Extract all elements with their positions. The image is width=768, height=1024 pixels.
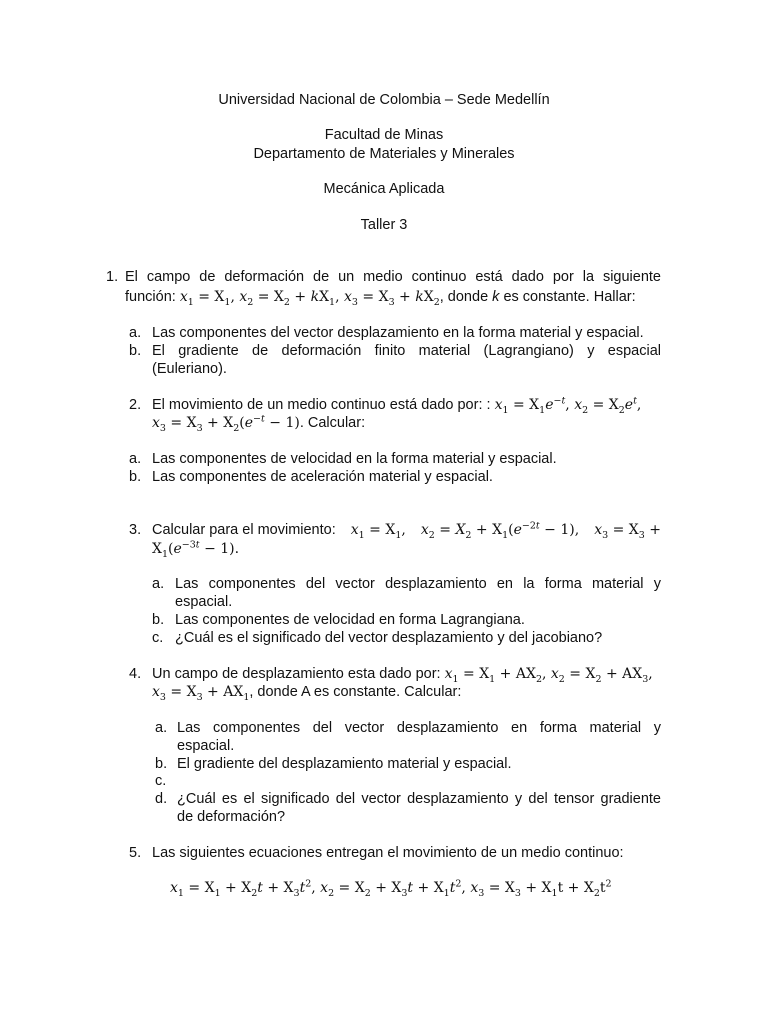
problem-4-equation-part1: $x_1 = X_1 + AX_2$, $x_2 = X_2 + AX_3$,: [444, 666, 653, 685]
problem-2-line1: [152, 395, 642, 416]
problem-1-item-a: Las componentes del vector desplazamiento en la forma material y espacial.: [152, 325, 644, 341]
problem-4-item-a-line1: Las componentes del vector desplazamiento en forma material y: [177, 720, 661, 736]
problem-4-item-b: El gradiente del desplazamiento material y espacial.: [177, 756, 512, 772]
course-heading: Mecánica Aplicada: [323, 181, 445, 197]
problem-3-equation-part4: $X_1(e^{-3t} - 1)$.: [152, 539, 240, 560]
problem-1-function-label: función:: [125, 289, 176, 305]
problem-2-item-b: Las componentes de aceleración material y espacial.: [152, 469, 493, 485]
problem-4-line1: [152, 666, 653, 685]
problem-3-equation-part3: $x_3 = X_3$ +: [594, 522, 661, 541]
university-heading: Universidad Nacional de Colombia – Sede Medellín: [218, 92, 550, 108]
problem-2-equation-part2: $x_3 = X_3 + X_2(e^{-t} - 1)$: [152, 413, 300, 434]
problem-3-equation-part2: $x_2 = X_2 + X_1(e^{-2t} - 1)$,: [420, 520, 580, 541]
problem-3-equation-part1: $x_1 = X_1$,: [350, 522, 406, 541]
problem-1-item-b-label: b.: [129, 343, 142, 359]
problem-4-item-d-line1: ¿Cuál es el significado del vector desplazamiento y del tensor gradiente: [177, 791, 661, 807]
problem-4-item-c-label: c.: [155, 773, 167, 789]
problem-4-item-a-label: a.: [155, 720, 168, 736]
problem-1-equation: $x_1 = X_1$, $x_2 = X_2 + kX_1$, $x_3 = X_3 + kX_2$: [179, 289, 440, 308]
problem-2-number: 2.: [129, 397, 142, 413]
problem-3-item-c-label: c.: [152, 630, 164, 646]
problem-5-number: 5.: [129, 845, 142, 861]
problem-3-item-a-line2: espacial.: [175, 594, 233, 610]
problem-4-item-d-label: d.: [155, 791, 168, 807]
department-heading: Departamento de Materiales y Minerales: [253, 146, 515, 162]
problem-4-item-a-line2: espacial.: [177, 738, 235, 754]
problem-2-line2: [152, 413, 366, 434]
problem-3-intro: Calcular para el movimiento:: [152, 522, 336, 538]
problem-2-intro: El movimiento de un medio continuo está dado por: :: [152, 397, 491, 413]
problem-1-item-a-label: a.: [129, 325, 142, 341]
problem-3-item-b-label: b.: [152, 612, 165, 628]
problem-5-equation: $x_1 = X_1 + X_2t + X_3t^2$, $x_2 = X_2 + X_3t + X_1t^2$, $x_3 = X_3 + X_1t + X_2t^2$: [170, 878, 612, 899]
problem-1-line2: [125, 289, 636, 308]
problem-4-intro: Un campo de desplazamiento esta dado por:: [152, 666, 441, 682]
problem-2-calcular: . Calcular:: [299, 415, 366, 431]
problem-4-equation-part2: $x_3 = X_3 + AX_1$: [152, 684, 250, 703]
problem-5-line1: Las siguientes ecuaciones entregan el movimiento de un medio continuo:: [152, 845, 624, 861]
problem-3-item-c: ¿Cuál es el significado del vector desplazamiento y del jacobiano?: [175, 630, 603, 646]
problem-1-number: 1.: [106, 269, 119, 285]
problem-2-item-a-label: a.: [129, 451, 142, 467]
problem-4-item-b-label: b.: [155, 756, 168, 772]
problem-4-calcular: , donde A es constante. Calcular:: [249, 684, 462, 700]
faculty-heading: Facultad de Minas: [324, 127, 444, 143]
problem-2-item-b-label: b.: [129, 469, 142, 485]
problem-3-line1: [152, 520, 661, 541]
problem-4-item-d-line2: de deformación?: [177, 809, 286, 825]
problem-3-number: 3.: [129, 522, 142, 538]
problem-4-line2: [152, 684, 462, 703]
assignment-heading: Taller 3: [360, 217, 408, 233]
problem-1-k: k: [492, 289, 500, 305]
problem-2-item-a: Las componentes de velocidad en la forma material y espacial.: [152, 451, 557, 467]
problem-1-item-b-line2: (Euleriano).: [152, 361, 227, 377]
problem-3-item-a-line1: Las componentes del vector desplazamiento en la forma material y: [175, 576, 661, 592]
problem-1-line1: El campo de deformación de un medio continuo está dado por la siguiente: [125, 269, 661, 285]
problem-1-item-b-line1: El gradiente de deformación finito material (Lagrangiano) y espacial: [152, 343, 661, 359]
problem-1-hallar: es constante. Hallar:: [503, 289, 636, 305]
problem-3-line2: [152, 539, 240, 560]
problem-2-equation-part1: $x_1 = X_1e^{-t}$, $x_2 = X_2e^t$,: [494, 395, 642, 416]
problem-4-number: 4.: [129, 666, 142, 682]
problem-3-item-b: Las componentes de velocidad en forma Lagrangiana.: [175, 612, 525, 628]
problem-1-where: , donde: [439, 289, 489, 305]
problem-3-item-a-label: a.: [152, 576, 165, 592]
